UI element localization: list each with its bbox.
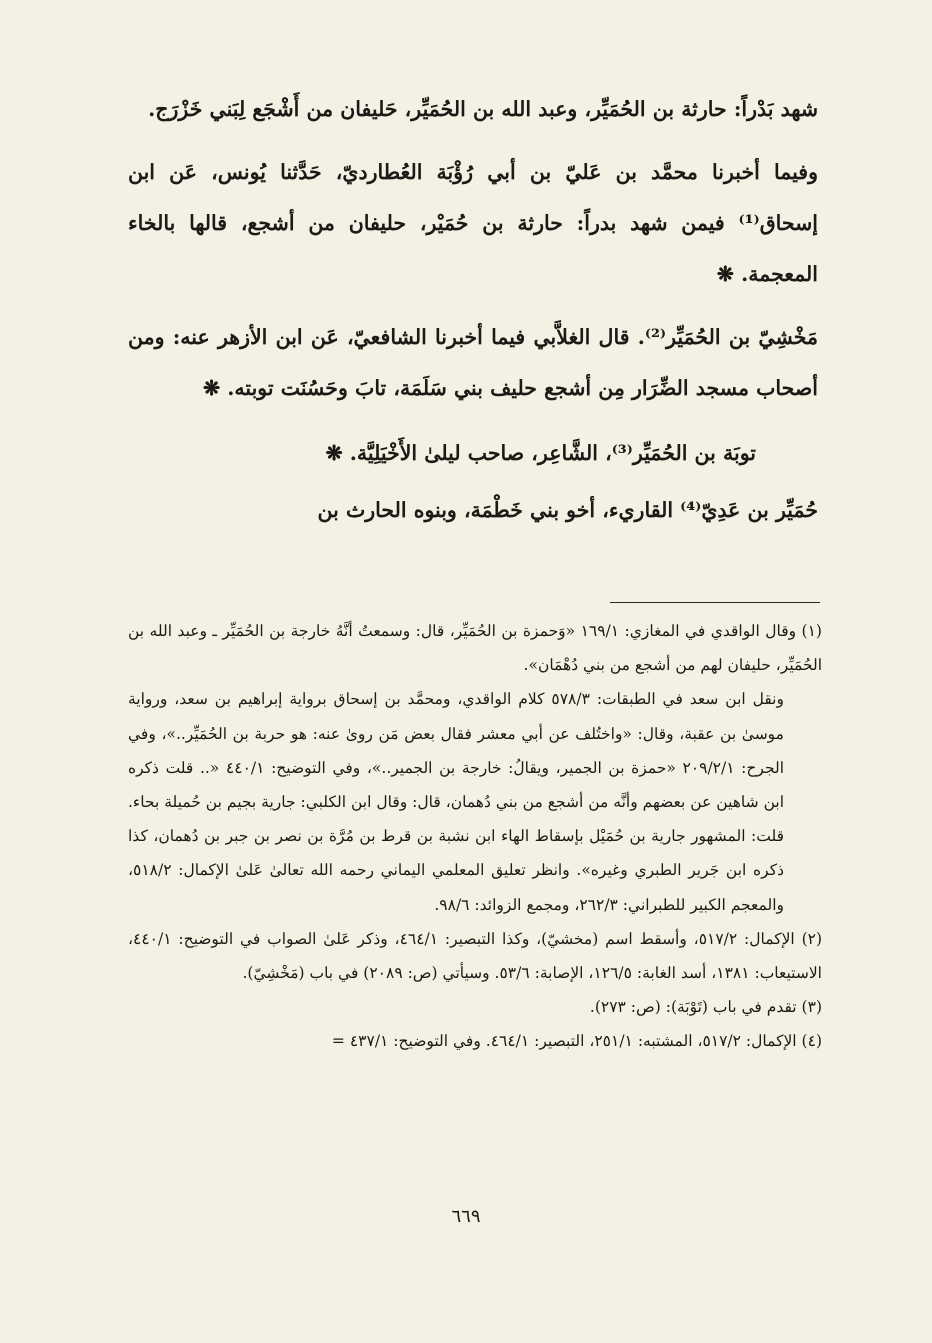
- paragraph-humayyir-entry: حُمَيِّر بن عَدِيّ⁽⁴⁾ القاريء، أخو بني خَطْمَة، وبنوه الحارث بن: [317, 498, 818, 522]
- footnote-3: [128, 990, 822, 1024]
- footnote-separator: [610, 602, 820, 603]
- footnote-number: (٤): [801, 1032, 822, 1051]
- paragraph-tawba-entry: توبَة بن الحُمَيِّر⁽³⁾، الشَّاعِر، صاحب ليلىٰ الأَخْيَلِيَّة. ❋: [325, 441, 756, 465]
- main-text: [128, 84, 818, 536]
- footnote-number: (٣): [801, 998, 822, 1017]
- footnote-text: وقال الواقدي في المغازي: ١٦٩/١ «وَحمزة بن الحُمَيِّر، قال: وسمعتُ أنَّهُ خارجة بن الحُمَيِّر ـ وعبد الله بن الحُمَيِّر، حليفان لهم من أشجع من بني دُهْمَان».: [128, 622, 822, 675]
- footnotes: [128, 614, 822, 1059]
- page-number: ٦٦٩: [451, 1206, 481, 1227]
- footnote-4: [128, 1024, 822, 1058]
- paragraph-badr-participants: شهد بَدْراً: حارثة بن الحُمَيِّر، وعبد الله بن الحُمَيِّر، حَليفان من أَشْجَع لِبَني خَزْرَج.: [148, 97, 818, 121]
- footnote-text: الإكمال: ٥١٧/٢، المشتبه: ٢٥١/١، التبصير: ٤٦٤/١. وفي التوضيح: ٤٣٧/١ =: [331, 1032, 797, 1051]
- footnote-1: [128, 614, 822, 922]
- paragraph-makhshi-entry: مَخْشِيّ بن الحُمَيِّر⁽²⁾. قال الغلاَّبي فيما أخبرنا الشافعيّ، عَن ابن الأزهر عنه: ومن أصحاب مسجد الضِّرَار مِن أشجع حليف بني سَلَمَة، تابَ وحَسُنَت توبته. ❋: [128, 325, 818, 400]
- footnote-continuation: ونقل ابن سعد في الطبقات: ٥٧٨/٣ كلام الواقدي، ومحمَّد بن إسحاق برواية إبراهيم بن سعد، ورواية موسىٰ بن عقبة، وقال: «واختُلف عن أبي معشر فقال بعض مَن روىٰ عنه: هو حربة بن الحُمَيِّر..»، وفي الجرح: ٢٠٩/٢/١ «حمزة بن الجمير، ويقالُ: خارجة بن الجمير..»، وفي التوضيح: ٤٤٠/١ «.. قلت ذكره ابن شاهين عن بعضهم وأنَّه من أشجع من بني دُهمان، قال: وقال ابن الكلبي: جارية بجيم بن حُميلة بحاء. قلت: المشهور جارية بن حُمَيْل بإسقاط الهاء ابن نشبة بن قرط بن مُرَّة بن نصر بن جبر بن دُهمان، كذا ذكره ابن جَرير الطبري وغيره». وانظر تعليق المعلمي اليماني رحمه الله تعالىٰ عَلىٰ الإكمال: ٥١٨/٢، والمعجم الكبير للطبراني: ٢٦٢/٣، ومجمع الزوائد: ٩٨/٦.: [128, 690, 784, 914]
- paragraph-ibn-ishaq-narration: وفيما أخبرنا محمَّد بن عَليّ بن أبي رُؤْبَة العُطارديّ، حَدَّثنا يُونس، عَن ابن إسحاق⁽¹⁾ فيمن شهد بدراً: حارثة بن حُمَيْر، حليفان من أشجع، قالها بالخاء المعجمة. ❋: [128, 160, 818, 286]
- footnote-2: [128, 922, 822, 990]
- footnote-text: تقدم في باب (تَوْبَة): (ص: ٢٧٣).: [589, 998, 797, 1017]
- footnote-number: (١): [801, 622, 822, 640]
- footnote-number: (٢): [801, 929, 823, 948]
- footnote-text: الإكمال: ٥١٧/٢، وأسقط اسم (مخشيّ)، وكذا التبصير: ٤٦٤/١، وذكر عَلىٰ الصواب في التوضيح: ٤٤٠/١، الاستيعاب: ١٣٨١، أسد الغابة: ١٢٦/٥، الإصابة: ٥٣/٦. وسيأتي (ص: ٢٠٨٩) في باب (مَخْشِيّ).: [128, 929, 822, 983]
